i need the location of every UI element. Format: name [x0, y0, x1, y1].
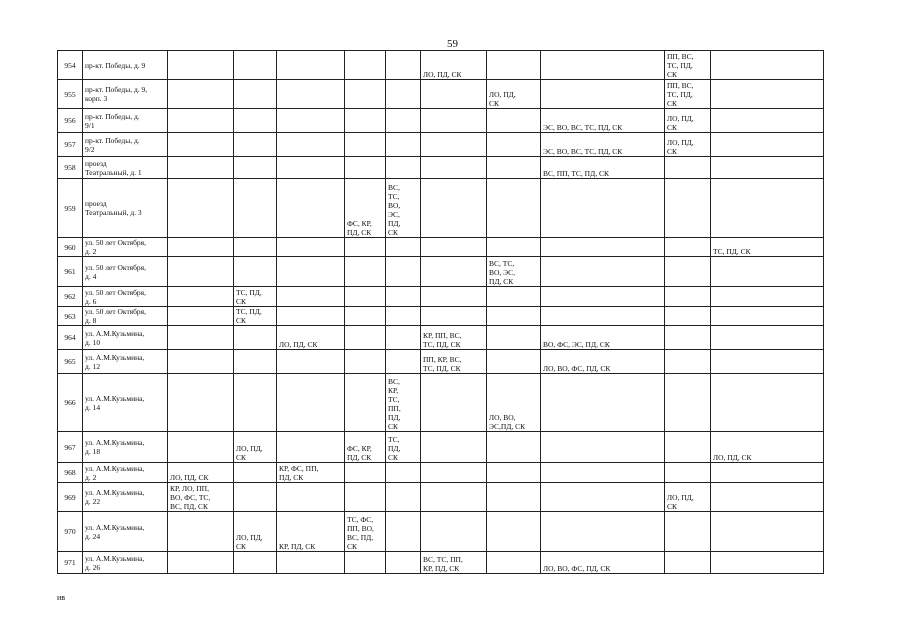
work-codes-cell — [234, 483, 277, 512]
work-codes-cell — [421, 157, 487, 179]
work-codes-cell — [541, 257, 665, 287]
work-codes-cell: ВО, ФС, ЭС, ПД, СК — [541, 326, 665, 350]
work-codes-cell — [386, 552, 421, 574]
work-codes-cell — [421, 179, 487, 238]
work-codes-cell: КР, ЛО, ПП, ВО, ФС, ТС, ВС, ПД, СК — [168, 483, 234, 512]
address-cell: ул. А.М.Кузьмина, д. 22 — [83, 483, 168, 512]
work-codes-cell — [277, 287, 345, 307]
work-codes-cell — [711, 80, 824, 109]
work-codes-cell — [711, 374, 824, 432]
work-codes-cell — [345, 307, 386, 326]
address-works-table — [57, 50, 824, 574]
work-codes-cell — [345, 80, 386, 109]
work-codes-cell — [345, 374, 386, 432]
work-codes-cell — [487, 133, 541, 157]
work-codes-cell — [168, 326, 234, 350]
work-codes-cell: ЛО, ПД, СК — [234, 512, 277, 552]
row-number: 963 — [58, 307, 83, 326]
work-codes-cell — [421, 133, 487, 157]
work-codes-cell — [386, 133, 421, 157]
address-cell: ул. 50 лет Октября, д. 2 — [83, 238, 168, 257]
work-codes-cell — [345, 463, 386, 483]
table-row — [58, 238, 824, 257]
work-codes-cell: ВС, ТС, ВО, ЭС, ПД, СК — [487, 257, 541, 287]
table-row — [58, 512, 824, 552]
table-row — [58, 80, 824, 109]
address-cell: ул. А.М.Кузьмина, д. 18 — [83, 432, 168, 463]
work-codes-cell — [487, 238, 541, 257]
work-codes-cell — [345, 257, 386, 287]
work-codes-cell — [386, 287, 421, 307]
work-codes-cell — [711, 463, 824, 483]
work-codes-cell — [711, 133, 824, 157]
work-codes-cell — [277, 483, 345, 512]
work-codes-cell — [711, 350, 824, 374]
work-codes-cell — [421, 80, 487, 109]
work-codes-cell — [421, 238, 487, 257]
work-codes-cell: ТС, ПД, СК — [711, 238, 824, 257]
work-codes-cell — [711, 552, 824, 574]
work-codes-cell: ЛО, ПД, СК — [277, 326, 345, 350]
address-cell: пр-кт. Победы, д. 9, корп. 3 — [83, 80, 168, 109]
row-number: 964 — [58, 326, 83, 350]
work-codes-cell — [421, 463, 487, 483]
work-codes-cell — [234, 157, 277, 179]
work-codes-cell — [421, 432, 487, 463]
work-codes-cell — [665, 238, 711, 257]
work-codes-cell — [665, 552, 711, 574]
work-codes-cell — [541, 463, 665, 483]
work-codes-cell: ЛО, ПД, СК — [421, 51, 487, 80]
address-cell: ул. 50 лет Октября, д. 8 — [83, 307, 168, 326]
work-codes-cell — [487, 483, 541, 512]
work-codes-cell — [168, 512, 234, 552]
table-row — [58, 350, 824, 374]
work-codes-cell — [168, 374, 234, 432]
work-codes-cell — [386, 307, 421, 326]
work-codes-cell — [277, 374, 345, 432]
address-cell: пр-кт. Победы, д. 9 — [83, 51, 168, 80]
work-codes-cell — [277, 257, 345, 287]
work-codes-cell — [541, 432, 665, 463]
work-codes-cell — [487, 463, 541, 483]
work-codes-cell: ПП, ВС, ТС, ПД, СК — [665, 80, 711, 109]
work-codes-cell — [168, 179, 234, 238]
work-codes-cell: ЛО, ВО, ФС, ПД, СК — [541, 350, 665, 374]
work-codes-cell — [386, 483, 421, 512]
work-codes-cell — [711, 326, 824, 350]
table-row — [58, 463, 824, 483]
row-number: 971 — [58, 552, 83, 574]
work-codes-cell — [386, 326, 421, 350]
work-codes-cell — [421, 109, 487, 133]
work-codes-cell: ЛО, ПД, СК — [711, 432, 824, 463]
work-codes-cell — [277, 432, 345, 463]
work-codes-cell: ПП, ВС, ТС, ПД, СК — [665, 51, 711, 80]
row-number: 956 — [58, 109, 83, 133]
work-codes-cell — [487, 552, 541, 574]
row-number: 968 — [58, 463, 83, 483]
work-codes-cell — [487, 307, 541, 326]
work-codes-cell: ЛО, ВО, ЭС,ПД, СК — [487, 374, 541, 432]
work-codes-cell — [168, 257, 234, 287]
work-codes-cell — [421, 257, 487, 287]
work-codes-cell — [345, 326, 386, 350]
table-row — [58, 179, 824, 238]
work-codes-cell — [168, 157, 234, 179]
work-codes-cell — [665, 157, 711, 179]
table-row — [58, 51, 824, 80]
work-codes-cell — [665, 326, 711, 350]
row-number: 954 — [58, 51, 83, 80]
row-number: 955 — [58, 80, 83, 109]
work-codes-cell — [168, 238, 234, 257]
work-codes-cell: ЛО, ПД, СК — [168, 463, 234, 483]
work-codes-cell — [386, 51, 421, 80]
work-codes-cell — [421, 483, 487, 512]
work-codes-cell — [386, 512, 421, 552]
table-row — [58, 109, 824, 133]
work-codes-cell: ЛО, ПД, СК — [665, 483, 711, 512]
work-codes-cell — [168, 51, 234, 80]
row-number: 965 — [58, 350, 83, 374]
work-codes-cell — [665, 463, 711, 483]
work-codes-cell — [421, 512, 487, 552]
work-codes-cell — [234, 350, 277, 374]
work-codes-cell — [665, 179, 711, 238]
work-codes-cell: ФС, КР, ПД, СК — [345, 179, 386, 238]
work-codes-cell — [277, 350, 345, 374]
address-cell: ул. 50 лет Октября, д. 6 — [83, 287, 168, 307]
work-codes-cell — [234, 552, 277, 574]
row-number: 969 — [58, 483, 83, 512]
work-codes-cell: ВС, ТС, ПП, КР, ПД, СК — [421, 552, 487, 574]
address-cell: ул. 50 лет Октября, д. 4 — [83, 257, 168, 287]
address-cell: ул. А.М.Кузьмина, д. 12 — [83, 350, 168, 374]
work-codes-cell — [386, 463, 421, 483]
work-codes-cell — [711, 257, 824, 287]
work-codes-cell — [386, 350, 421, 374]
work-codes-cell — [168, 552, 234, 574]
work-codes-cell — [711, 157, 824, 179]
work-codes-cell — [277, 133, 345, 157]
row-number: 957 — [58, 133, 83, 157]
table-row — [58, 483, 824, 512]
work-codes-cell — [421, 307, 487, 326]
work-codes-cell: ВС, ТС, ВО, ЭС, ПД, СК — [386, 179, 421, 238]
work-codes-cell — [277, 552, 345, 574]
work-codes-cell — [345, 238, 386, 257]
work-codes-cell — [234, 179, 277, 238]
work-codes-cell — [487, 157, 541, 179]
row-number: 967 — [58, 432, 83, 463]
work-codes-cell — [234, 109, 277, 133]
work-codes-cell: ТС, ПД, СК — [234, 307, 277, 326]
work-codes-cell — [277, 307, 345, 326]
work-codes-cell — [541, 179, 665, 238]
work-codes-cell — [277, 238, 345, 257]
work-codes-cell: ФС, КР, ПД, СК — [345, 432, 386, 463]
address-cell: ул. А.М.Кузьмина, д. 14 — [83, 374, 168, 432]
table-row — [58, 287, 824, 307]
work-codes-cell — [345, 133, 386, 157]
work-codes-cell — [234, 51, 277, 80]
table-row — [58, 257, 824, 287]
address-cell: ул. А.М.Кузьмина, д. 2 — [83, 463, 168, 483]
table-row — [58, 307, 824, 326]
footer-mark: ив — [57, 593, 66, 602]
work-codes-cell — [487, 432, 541, 463]
work-codes-cell — [386, 109, 421, 133]
work-codes-cell — [665, 287, 711, 307]
page-number: 59 — [447, 38, 458, 50]
work-codes-cell — [541, 374, 665, 432]
row-number: 960 — [58, 238, 83, 257]
row-number: 959 — [58, 179, 83, 238]
work-codes-cell — [345, 483, 386, 512]
work-codes-cell: ТС, ПД, СК — [386, 432, 421, 463]
work-codes-cell — [487, 179, 541, 238]
row-number: 958 — [58, 157, 83, 179]
work-codes-cell: КР, ФС, ПП, ПД, СК — [277, 463, 345, 483]
work-codes-cell — [234, 80, 277, 109]
work-codes-cell — [711, 51, 824, 80]
work-codes-cell — [386, 257, 421, 287]
work-codes-cell: ЛО, ВО, ФС, ПД, СК — [541, 552, 665, 574]
work-codes-cell — [234, 463, 277, 483]
work-codes-cell — [711, 179, 824, 238]
work-codes-cell — [168, 350, 234, 374]
address-cell: ул. А.М.Кузьмина, д. 10 — [83, 326, 168, 350]
work-codes-cell — [487, 512, 541, 552]
work-codes-cell — [345, 157, 386, 179]
address-cell: пр-кт. Победы, д. 9/1 — [83, 109, 168, 133]
work-codes-cell: ЛО, ПД, СК — [665, 109, 711, 133]
work-codes-cell: ВС, КР, ТС, ПП, ПД, СК — [386, 374, 421, 432]
work-codes-cell — [665, 512, 711, 552]
work-codes-cell — [345, 552, 386, 574]
work-codes-cell — [277, 109, 345, 133]
work-codes-cell — [277, 157, 345, 179]
work-codes-cell — [168, 133, 234, 157]
row-number: 970 — [58, 512, 83, 552]
work-codes-cell: ТС, ПД, СК — [234, 287, 277, 307]
work-codes-cell — [386, 238, 421, 257]
work-codes-cell — [386, 80, 421, 109]
work-codes-cell: ТС, ФС, ПП, ВО, ВС, ПД, СК — [345, 512, 386, 552]
work-codes-cell — [541, 287, 665, 307]
work-codes-cell — [711, 483, 824, 512]
work-codes-cell — [277, 179, 345, 238]
table-row — [58, 432, 824, 463]
address-cell: пр-кт. Победы, д. 9/2 — [83, 133, 168, 157]
work-codes-cell — [487, 326, 541, 350]
work-codes-cell: ЛО, ПД, СК — [234, 432, 277, 463]
table-row — [58, 326, 824, 350]
work-codes-cell — [711, 512, 824, 552]
work-codes-cell — [711, 287, 824, 307]
table-row — [58, 374, 824, 432]
row-number: 961 — [58, 257, 83, 287]
table-row — [58, 552, 824, 574]
table-row — [58, 157, 824, 179]
work-codes-cell — [487, 109, 541, 133]
work-codes-cell — [665, 350, 711, 374]
work-codes-cell — [487, 350, 541, 374]
work-codes-cell — [386, 157, 421, 179]
work-codes-cell — [234, 257, 277, 287]
work-codes-cell — [168, 307, 234, 326]
work-codes-cell — [541, 483, 665, 512]
address-cell: проезд Театральный, д. 3 — [83, 179, 168, 238]
work-codes-cell: ЭС, ВО, ВС, ТС, ПД, СК — [541, 109, 665, 133]
work-codes-cell: ПП, КР, ВС, ТС, ПД, СК — [421, 350, 487, 374]
work-codes-cell: ЛО, ПД, СК — [487, 80, 541, 109]
address-cell: ул. А.М.Кузьмина, д. 24 — [83, 512, 168, 552]
row-number: 966 — [58, 374, 83, 432]
work-codes-cell: ВС, ПП, ТС, ПД, СК — [541, 157, 665, 179]
work-codes-cell — [487, 287, 541, 307]
work-codes-cell — [421, 374, 487, 432]
work-codes-cell — [541, 512, 665, 552]
work-codes-cell — [234, 326, 277, 350]
work-codes-cell — [168, 287, 234, 307]
work-codes-cell — [345, 350, 386, 374]
work-codes-cell — [541, 80, 665, 109]
work-codes-cell — [541, 307, 665, 326]
work-codes-cell — [234, 374, 277, 432]
work-codes-cell — [234, 238, 277, 257]
work-codes-cell: КР, ПП, ВС, ТС, ПД, СК — [421, 326, 487, 350]
work-codes-cell — [711, 307, 824, 326]
work-codes-cell — [345, 51, 386, 80]
work-codes-cell — [168, 109, 234, 133]
work-codes-cell — [665, 307, 711, 326]
work-codes-cell — [665, 374, 711, 432]
address-cell: проезд Театральный, д. 1 — [83, 157, 168, 179]
work-codes-cell — [541, 238, 665, 257]
work-codes-cell: ЛО, ПД, СК — [665, 133, 711, 157]
work-codes-cell — [168, 432, 234, 463]
work-codes-cell — [711, 109, 824, 133]
work-codes-cell — [345, 287, 386, 307]
table-row — [58, 133, 824, 157]
work-codes-cell: ЭС, ВО, ВС, ТС, ПД, СК — [541, 133, 665, 157]
work-codes-cell — [168, 80, 234, 109]
work-codes-cell — [234, 133, 277, 157]
work-codes-cell — [487, 51, 541, 80]
work-codes-cell — [345, 109, 386, 133]
work-codes-cell: КР, ПД, СК — [277, 512, 345, 552]
address-cell: ул. А.М.Кузьмина, д. 26 — [83, 552, 168, 574]
work-codes-cell — [665, 257, 711, 287]
work-codes-cell — [277, 51, 345, 80]
work-codes-cell — [277, 80, 345, 109]
work-codes-cell — [665, 432, 711, 463]
work-codes-cell — [541, 51, 665, 80]
work-codes-cell — [421, 287, 487, 307]
row-number: 962 — [58, 287, 83, 307]
